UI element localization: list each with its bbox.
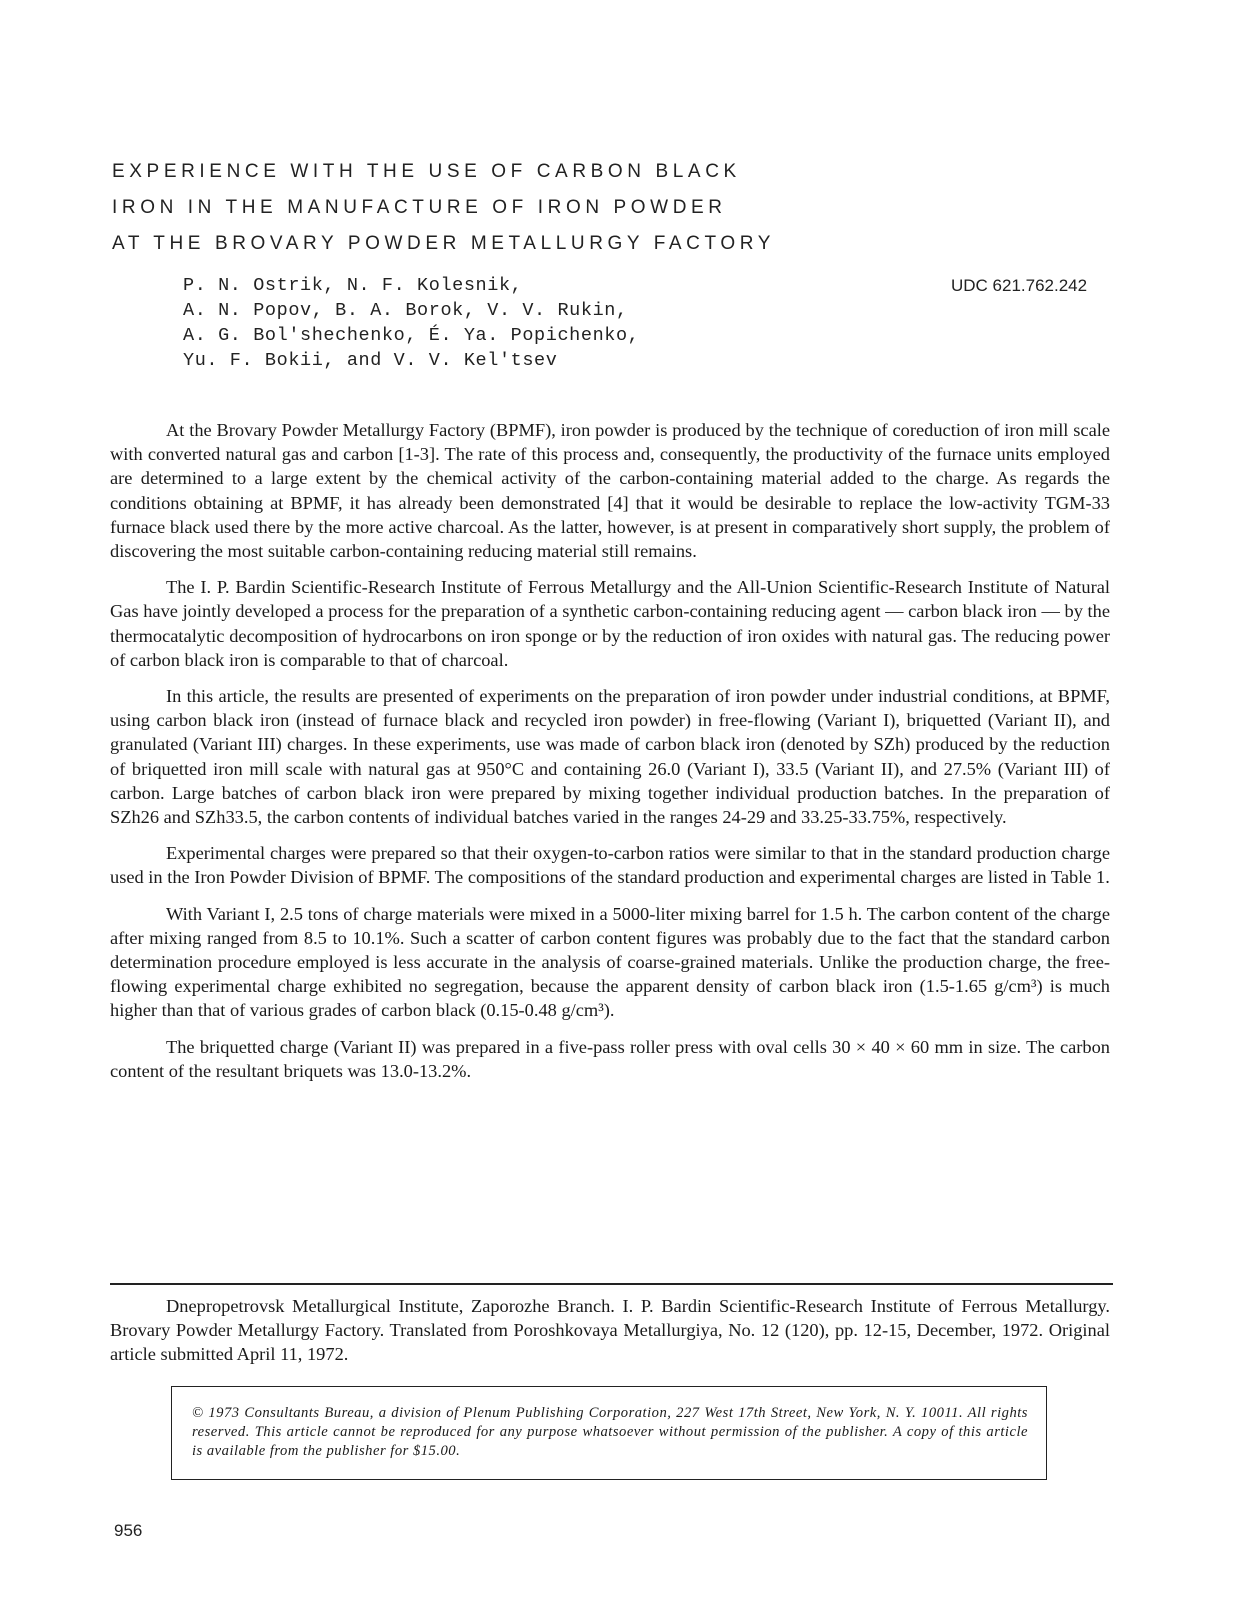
authors-line-4: Yu. F. Bokii, and V. V. Kel'tsev	[183, 350, 558, 371]
authors-line-3: A. G. Bol'shechenko, É. Ya. Popichenko,	[183, 325, 640, 346]
title-line-1: EXPERIENCE WITH THE USE OF CARBON BLACK	[112, 161, 741, 182]
authors-line-2: A. N. Popov, B. A. Borok, V. V. Rukin,	[183, 300, 628, 321]
paragraph-5: With Variant I, 2.5 tons of charge materials were mixed in a 5000-liter mixing barrel for 1.5 h. The carbon content of the charge after mixing ranged from 8.5 to 10.1%. Such a scatter of carbon content figures was probably due to the fact that the standard carbon determination procedure employed is less accurate in the analysis of coarse-grained materials. Unlike the production charge, the free-flowing experimental charge exhibited no segregation, because the apparent density of carbon black iron (1.5-1.65 g/cm³) is much higher than that of various grades of carbon black (0.15-0.48 g/cm³).	[110, 903, 1110, 1021]
article-body	[110, 418, 1110, 1095]
paragraph-2: The I. P. Bardin Scientific-Research Institute of Ferrous Metallurgy and the All-Union Scientific-Research Institute of Natural Gas have jointly developed a process for the preparation of a synthetic carbon-containing reducing agent — carbon black iron — by the thermocatalytic decomposition of hydrocarbons on iron sponge or by the reduction of iron oxides with natural gas. The reducing power of carbon black iron is comparable to that of charcoal.	[110, 577, 1110, 670]
udc-code: UDC 621.762.242	[951, 276, 1088, 295]
title-line-3: AT THE BROVARY POWDER METALLURGY FACTORY	[112, 233, 775, 254]
copyright-notice-box	[171, 1386, 1047, 1480]
author-list	[183, 273, 803, 373]
footnote-divider	[110, 1283, 1113, 1285]
paragraph-3: In this article, the results are presented of experiments on the preparation of iron powder under industrial conditions, at BPMF, using carbon black iron (instead of furnace black and recycled iron powder) in free-flowing (Variant I), briquetted (Variant II), and granulated (Variant III) charges. In these experiments, use was made of carbon black iron (denoted by SZh) produced by the reduction of briquetted iron mill scale with natural gas at 950°C and containing 26.0 (Variant I), 33.5 (Variant II), and 27.5% (Variant III) of carbon. Large batches of carbon black iron were prepared by mixing together individual production batches. In the preparation of SZh26 and SZh33.5, the carbon contents of individual batches varied in the ranges 24-29 and 33.25-33.75%, respectively.	[110, 686, 1110, 828]
affiliation-footnote: Dnepropetrovsk Metallurgical Institute, Zaporozhe Branch. I. P. Bardin Scientific-Research Institute of Ferrous Metallurgy. Brovary Powder Metallurgy Factory. Translated from Poroshkovaya Metallurgiya, No. 12 (120), pp. 12-15, December, 1972. Original article submitted April 11, 1972.	[110, 1296, 1110, 1365]
title-line-2: IRON IN THE MANUFACTURE OF IRON POWDER	[112, 197, 727, 218]
page-number: 956	[114, 1521, 143, 1540]
paragraph-4: Experimental charges were prepared so that their oxygen-to-carbon ratios were similar to that in the standard production charge used in the Iron Powder Division of BPMF. The compositions of the standard production and experimental charges are listed in Table 1.	[110, 843, 1110, 888]
paragraph-6: The briquetted charge (Variant II) was prepared in a five-pass roller press with oval cells 30 × 40 × 60 mm in size. The carbon content of the resultant briquets was 13.0-13.2%.	[110, 1036, 1110, 1081]
authors-line-1: P. N. Ostrik, N. F. Kolesnik,	[183, 275, 523, 296]
article-title	[112, 154, 872, 262]
paragraph-1: At the Brovary Powder Metallurgy Factory (BPMF), iron powder is produced by the technique of coreduction of iron mill scale with converted natural gas and carbon [1-3]. The rate of this process and, consequently, the productivity of the furnace units employed are determined to a large extent by the chemical activity of the carbon-containing material added to the charge. As regards the conditions obtaining at BPMF, it has already been demonstrated [4] that it would be desirable to replace the low-activity TGM-33 furnace black used there by the more active charcoal. As the latter, however, is at present in comparatively short supply, the problem of discovering the most suitable carbon-containing reducing material still remains.	[110, 420, 1110, 562]
copyright-text: © 1973 Consultants Bureau, a division of Plenum Publishing Corporation, 227 West 17th Street, New York, N. Y. 10011. All rights reserved. This article cannot be reproduced for any purpose whatsoever without permission of the publisher. A copy of this article is available from the publisher for $15.00.	[192, 1405, 1028, 1459]
